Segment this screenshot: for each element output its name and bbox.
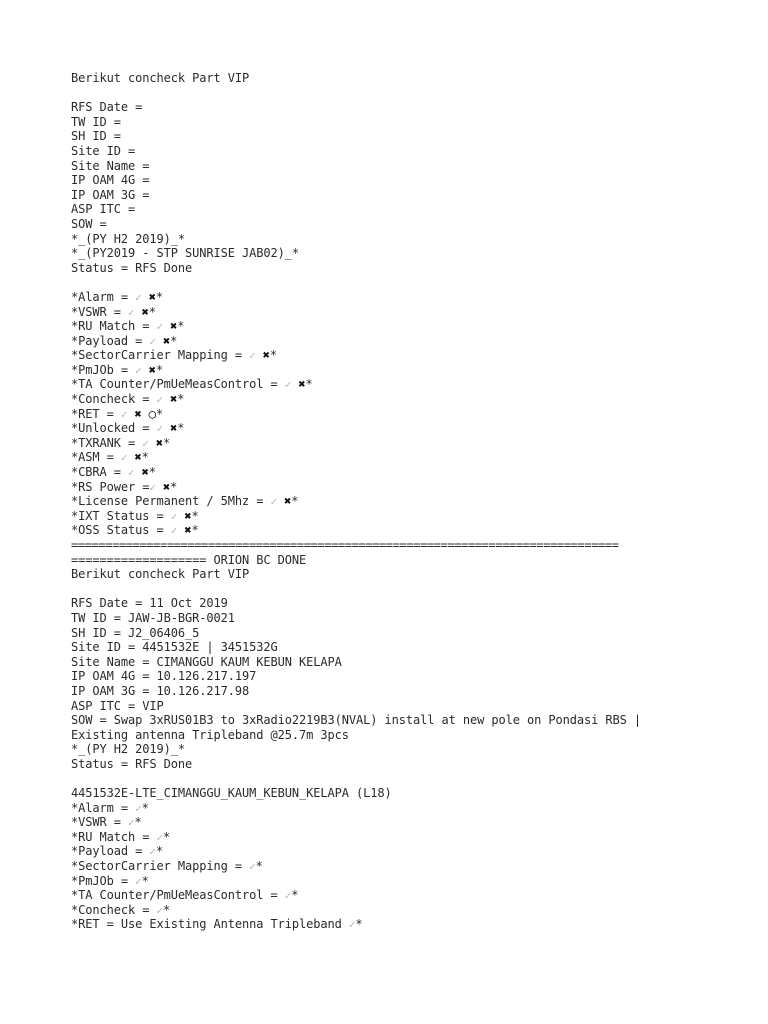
filled-tw-id: [71, 611, 751, 626]
check-icon: ✓: [270, 495, 278, 509]
check-icon: ✓: [128, 816, 135, 830]
check-concheck: [71, 392, 751, 407]
template-ip-oam-3g-text: IP OAM 3G =: [71, 187, 150, 202]
template-sh-id: [71, 129, 751, 144]
filled-ip-oam-3g: [71, 684, 751, 699]
separator-rule: [71, 538, 751, 553]
template-status: [71, 261, 751, 276]
template-sh-id-text: SH ID =: [71, 129, 121, 144]
check-license-text: *: [291, 494, 299, 509]
done-ret-text: *RET = Use Existing Antenna Tripleband: [71, 917, 349, 932]
filled-sh-id-text: SH ID = J2_06406_5: [71, 625, 200, 640]
done-concheck-text: *: [163, 902, 171, 917]
filled-sow: [71, 713, 751, 728]
cross-icon: ✖: [141, 465, 149, 480]
template-py-h2-text: *_(PY H2 2019)_*: [71, 231, 185, 246]
check-icon: ✓: [135, 801, 142, 815]
check-pmjob: [71, 363, 751, 378]
done-alarm-text: *Alarm =: [71, 800, 136, 815]
cell-name-text: 4451532E-LTE_CIMANGGU_KAUM_KEBUN_KELAPA (L18): [71, 786, 392, 801]
done-ru-match-text: *RU Match =: [71, 829, 157, 844]
check-unlocked-text: *: [177, 421, 185, 436]
check-unlocked: [71, 421, 751, 436]
done-ta-counter-text: *TA Counter/PmUeMeasControl =: [71, 888, 285, 903]
check-ta-counter: [71, 377, 751, 392]
check-icon: ✓: [284, 378, 292, 392]
check-ta-counter-text: *TA Counter/PmUeMeasControl =: [71, 377, 285, 392]
filled-site-name-text: Site Name = CIMANGGU KAUM KEBUN KELAPA: [71, 654, 342, 669]
check-ixt-status-text: *: [191, 508, 199, 523]
check-icon: ✓: [149, 334, 156, 348]
check-vswr-text: [135, 305, 142, 319]
template-tw-id-text: TW ID =: [71, 114, 121, 129]
filled-ip-oam-4g: [71, 669, 751, 684]
filled-site-id-text: Site ID = 4451532E | 3451532G: [71, 640, 278, 655]
cross-icon: ✖: [134, 450, 142, 465]
template-ip-oam-3g: [71, 188, 751, 203]
check-oss-status: [71, 523, 751, 538]
check-asm-text: *: [141, 450, 149, 465]
template-sow: [71, 217, 751, 232]
template-asp-itc: [71, 202, 751, 217]
check-icon: ✓: [348, 918, 356, 932]
check-ret-text: [142, 407, 149, 421]
check-icon: ✓: [249, 349, 256, 363]
check-sectorcarrier-text: [256, 348, 263, 362]
check-icon: ✓: [156, 320, 164, 334]
check-alarm: [71, 290, 751, 305]
done-ret: [71, 917, 751, 932]
filled-site-id: [71, 640, 751, 655]
check-cbra: [71, 465, 751, 480]
orion-bc-done-text: =================== ORION BC DONE: [71, 552, 307, 567]
done-concheck: [71, 903, 751, 918]
check-rs-power-text: *: [170, 479, 178, 494]
filled-sow-cont: [71, 728, 751, 743]
done-alarm: [71, 801, 751, 816]
filled-title: [71, 567, 751, 582]
check-asm-text: *ASM =: [71, 450, 121, 465]
check-icon: ✓: [170, 524, 178, 538]
template-ip-oam-4g-text: IP OAM 4G =: [71, 173, 150, 188]
check-icon: ✓: [170, 509, 178, 523]
check-cbra-text: *CBRA =: [71, 465, 128, 480]
template-py2019-stp: [71, 246, 751, 261]
filled-status-text: Status = RFS Done: [71, 756, 193, 771]
check-payload-text: *Payload =: [71, 333, 150, 348]
template-site-name: [71, 159, 751, 174]
check-icon: ✓: [284, 889, 292, 903]
check-vswr: [71, 305, 751, 320]
check-vswr-text: *: [148, 304, 156, 319]
blank-line: [71, 275, 751, 290]
done-pmjob-text: *: [141, 873, 149, 888]
done-alarm-text: *: [141, 800, 149, 815]
done-concheck-text: *Concheck =: [71, 902, 157, 917]
template-sow-text: SOW =: [71, 216, 107, 231]
filled-ip-oam-4g-text: IP OAM 4G = 10.126.217.197: [71, 669, 257, 684]
check-txrank-text: [149, 436, 156, 450]
circle-icon: ◯: [148, 406, 156, 421]
check-icon: ✓: [249, 860, 256, 874]
filled-py-h2: [71, 742, 751, 757]
check-pmjob-text: *: [155, 362, 164, 377]
cross-icon: ✖: [163, 479, 171, 494]
done-payload-text: *: [155, 844, 164, 859]
check-license: [71, 494, 751, 509]
blank-line: [71, 86, 751, 101]
template-ip-oam-4g: [71, 173, 751, 188]
check-ret: [71, 407, 751, 422]
template-title-text: Berikut concheck Part VIP: [71, 71, 250, 85]
cross-icon: ✖: [284, 494, 292, 509]
check-rs-power: [71, 480, 751, 495]
check-ru-match: [71, 319, 751, 334]
check-txrank: [71, 436, 751, 451]
filled-asp-itc: [71, 699, 751, 714]
document-body: [71, 71, 751, 932]
done-sectorcarrier: [71, 859, 751, 874]
check-concheck-text: *: [177, 392, 185, 407]
check-icon: ✓: [128, 466, 135, 480]
check-ixt-status-text: *IXT Status =: [71, 508, 171, 523]
template-site-id-text: Site ID =: [71, 143, 136, 158]
filled-sow-cont-text: Existing antenna Tripleband @25.7m 3pcs: [71, 727, 349, 742]
check-ret-text: *: [155, 406, 164, 421]
orion-bc-done: [71, 553, 751, 568]
check-asm: [71, 450, 751, 465]
check-icon: ✓: [156, 422, 164, 436]
check-pmjob-text: *PmJOb =: [71, 362, 136, 377]
template-title: [71, 71, 751, 86]
done-payload: [71, 844, 751, 859]
filled-tw-id-text: TW ID = JAW-JB-BGR-0021: [71, 610, 235, 625]
done-vswr: [71, 815, 751, 830]
check-ret-text: *RET =: [71, 406, 121, 421]
blank-line: [71, 772, 751, 787]
cross-icon: ✖: [170, 319, 178, 334]
cross-icon: ✖: [141, 304, 149, 319]
done-sectorcarrier-text: *SectorCarrier Mapping =: [71, 859, 250, 874]
done-ta-counter: [71, 888, 751, 903]
cross-icon: ✖: [184, 508, 192, 523]
cross-icon: ✖: [262, 348, 270, 363]
check-txrank-text: *: [163, 435, 171, 450]
check-ru-match-text: *: [177, 319, 185, 334]
cross-icon: ✖: [170, 421, 178, 436]
template-py2019-stp-text: *_(PY2019 - STP SUNRISE JAB02)_*: [71, 246, 299, 261]
done-ta-counter-text: *: [291, 888, 299, 903]
filled-site-name: [71, 655, 751, 670]
check-icon: ✓: [120, 451, 128, 465]
check-icon: ✓: [120, 407, 128, 421]
template-tw-id: [71, 115, 751, 130]
check-alarm-text: *Alarm =: [71, 289, 136, 304]
check-icon: ✓: [128, 305, 135, 319]
check-icon: ✓: [135, 363, 142, 377]
check-icon: ✓: [156, 903, 164, 917]
check-sectorcarrier-text: *: [269, 348, 278, 363]
check-txrank-text: *TXRANK =: [71, 435, 143, 450]
blank-line: [71, 582, 751, 597]
template-rfs-date: [71, 100, 751, 115]
filled-sow-text: SOW = Swap 3xRUS01B3 to 3xRadio2219B3(NVAL) install at new pole on Pondasi RBS |: [71, 713, 641, 728]
check-alarm-text: *: [155, 289, 164, 304]
check-vswr-text: *VSWR =: [71, 304, 128, 319]
check-cbra-text: [135, 465, 142, 479]
cross-icon: ✖: [148, 362, 156, 377]
cross-icon: ✖: [170, 392, 178, 407]
check-pmjob-text: [142, 363, 149, 377]
done-ru-match-text: *: [163, 829, 171, 844]
check-sectorcarrier-text: *SectorCarrier Mapping =: [71, 348, 250, 363]
check-alarm-text: [142, 290, 149, 304]
filled-rfs-date-text: RFS Date = 11 Oct 2019: [71, 596, 228, 611]
done-pmjob-text: *PmJOb =: [71, 873, 136, 888]
template-site-name-text: Site Name =: [71, 158, 150, 173]
check-icon: ✓: [135, 290, 142, 304]
filled-sh-id: [71, 626, 751, 641]
check-payload-text: *: [170, 333, 178, 348]
done-pmjob: [71, 874, 751, 889]
cross-icon: ✖: [155, 435, 164, 450]
template-status-text: Status = RFS Done: [71, 260, 193, 275]
check-rs-power-text: [156, 480, 163, 494]
done-payload-text: *Payload =: [71, 844, 150, 859]
cross-icon: ✖: [163, 333, 171, 348]
filled-status: [71, 757, 751, 772]
filled-rfs-date: [71, 596, 751, 611]
done-sectorcarrier-text: *: [255, 859, 263, 874]
cross-icon: ✖: [184, 523, 192, 538]
filled-ip-oam-3g-text: IP OAM 3G = 10.126.217.98: [71, 683, 250, 698]
check-icon: ✓: [142, 436, 149, 450]
check-ru-match-text: *RU Match =: [71, 319, 157, 334]
check-asm-text: [127, 450, 134, 464]
template-py-h2: [71, 232, 751, 247]
check-icon: ✓: [149, 845, 156, 859]
filled-title-text: Berikut concheck Part VIP: [71, 567, 250, 582]
check-license-text: *License Permanent / 5Mhz =: [71, 494, 271, 509]
check-icon: ✓: [156, 830, 164, 844]
done-vswr-text: *VSWR =: [71, 815, 128, 830]
template-asp-itc-text: ASP ITC =: [71, 202, 136, 217]
cell-name: [71, 786, 751, 801]
check-payload-text: [156, 334, 163, 348]
check-ret-text: [127, 407, 134, 421]
check-ta-counter-text: *: [305, 377, 313, 392]
check-icon: ✓: [156, 393, 164, 407]
check-concheck-text: *Concheck =: [71, 392, 157, 407]
done-vswr-text: *: [134, 815, 142, 830]
template-site-id: [71, 144, 751, 159]
cross-icon: ✖: [298, 377, 306, 392]
check-icon: ✓: [135, 874, 142, 888]
check-icon: ✓: [149, 480, 156, 494]
check-unlocked-text: *Unlocked =: [71, 421, 157, 436]
check-payload: [71, 334, 751, 349]
cross-icon: ✖: [134, 406, 142, 421]
check-oss-status-text: *OSS Status =: [71, 523, 171, 538]
done-ret-text: *: [355, 917, 363, 932]
check-oss-status-text: *: [191, 523, 199, 538]
separator-rule-text: ================================================================================: [71, 538, 619, 552]
done-ru-match: [71, 830, 751, 845]
check-sectorcarrier: [71, 348, 751, 363]
cross-icon: ✖: [148, 289, 156, 304]
check-cbra-text: *: [148, 465, 156, 480]
check-rs-power-text: *RS Power =: [71, 479, 150, 494]
template-rfs-date-text: RFS Date =: [71, 100, 143, 115]
filled-asp-itc-text: ASP ITC = VIP: [71, 698, 164, 713]
filled-py-h2-text: *_(PY H2 2019)_*: [71, 742, 185, 757]
check-ixt-status: [71, 509, 751, 524]
